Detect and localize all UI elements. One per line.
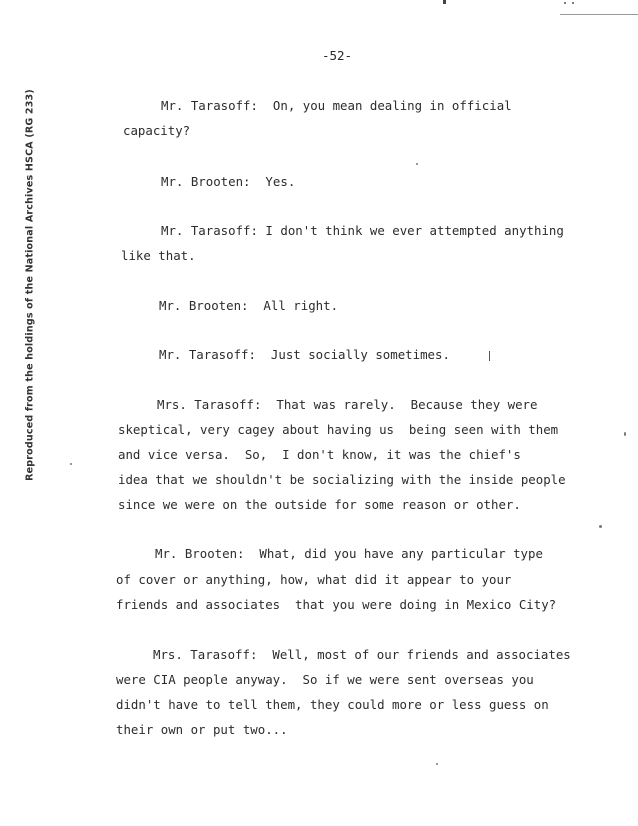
transcript-line: were CIA people anyway. So if we were sent overseas you <box>116 672 534 687</box>
transcript-line: skeptical, very cagey about having us being seen with them <box>118 422 559 437</box>
scan-speck <box>489 351 490 361</box>
scan-mark <box>443 0 446 4</box>
transcript-line: Mr. Brooten: What, did you have any particular type <box>155 546 543 561</box>
transcript-line: and vice versa. So, I don't know, it was the chief's <box>118 447 521 462</box>
scan-speck <box>70 463 72 465</box>
transcript-line: friends and associates that you were doing in Mexico City? <box>116 597 557 612</box>
transcript-line: of cover or anything, how, what did it appear to your <box>116 572 512 587</box>
transcript-line: since we were on the outside for some reason or other. <box>118 497 521 512</box>
transcript-line: Mrs. Tarasoff: That was rarely. Because they were <box>157 397 538 412</box>
scan-edge-marks <box>560 2 638 15</box>
transcript-line: Mr. Tarasoff: I don't think we ever attempted anything <box>161 223 564 238</box>
transcript-line: Mrs. Tarasoff: Well, most of our friends and associates <box>153 647 571 662</box>
transcript-line: idea that we shouldn't be socializing with the inside people <box>118 472 566 487</box>
transcript-line: Mr. Tarasoff: On, you mean dealing in official <box>161 98 512 113</box>
transcript-line: Mr. Tarasoff: Just socially sometimes. <box>159 347 450 362</box>
scan-speck <box>416 163 418 165</box>
scan-speck <box>624 432 626 436</box>
transcript-line: like that. <box>121 248 196 263</box>
transcript-line: their own or put two... <box>116 722 288 737</box>
archive-side-note-text: Reproduced from the holdings of the National Archives HSCA (RG 233) <box>24 89 36 481</box>
transcript-line: capacity? <box>123 123 191 138</box>
scan-speck <box>599 525 602 528</box>
transcript-line: Mr. Brooten: All right. <box>159 298 339 313</box>
transcript-line: didn't have to tell them, they could more or less guess on <box>116 697 549 712</box>
page-number: -52- <box>321 48 353 63</box>
scan-speck <box>436 763 438 765</box>
transcript-line: Mr. Brooten: Yes. <box>161 174 296 189</box>
